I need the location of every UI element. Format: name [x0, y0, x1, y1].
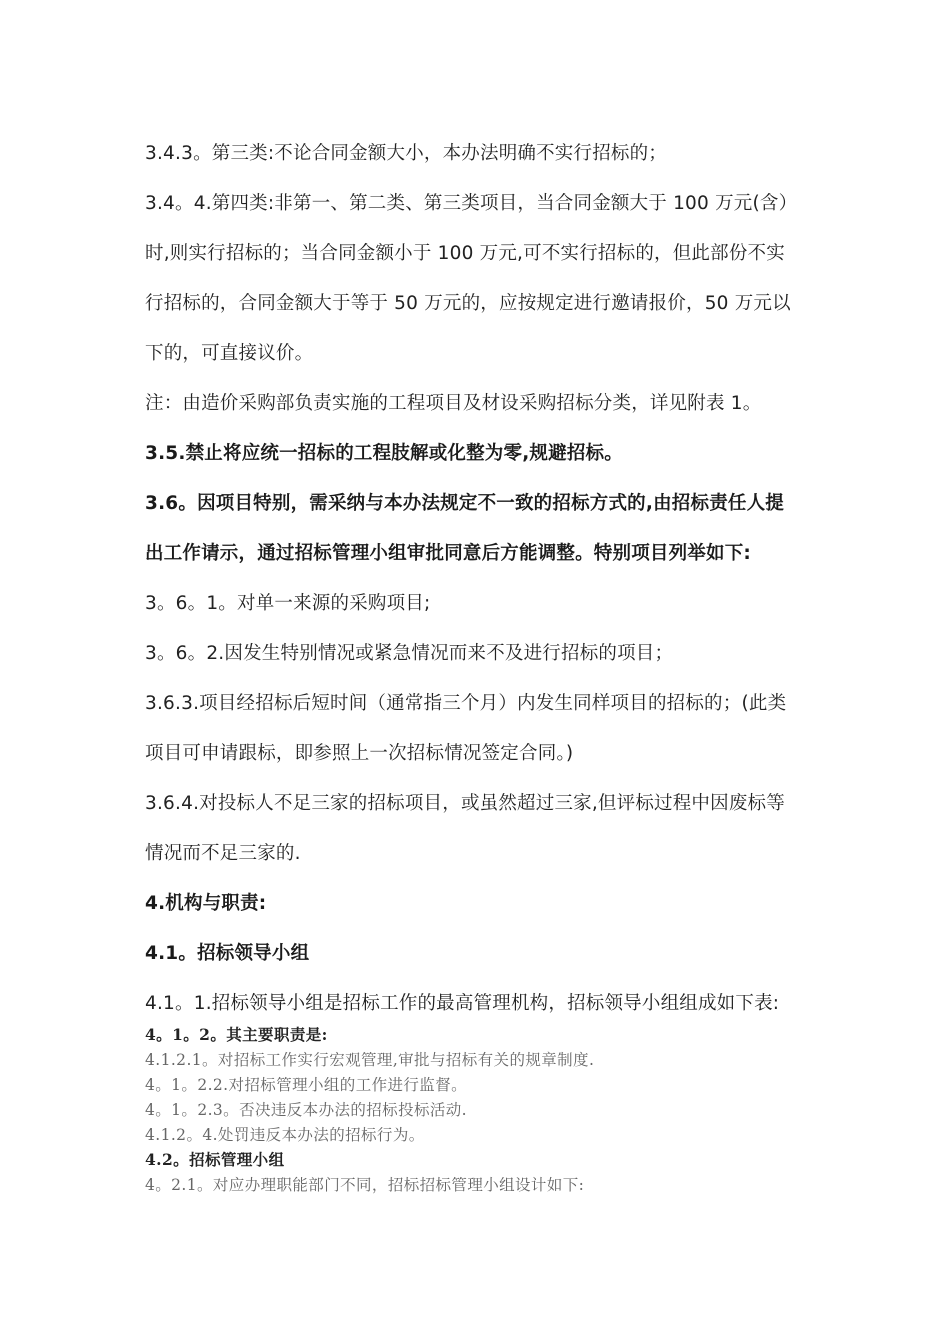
- clause-4-1-2-1: 4.1.2.1。对招标工作实行宏观管理,审批与招标有关的规章制度.: [145, 1051, 595, 1069]
- clause-4-1-1: 4.1。1.招标领导小组是招标工作的最高管理机构，招标领导小组组成如下表:: [145, 993, 780, 1014]
- clause-3-4-4-line-4: 下的，可直接议价。: [145, 343, 314, 364]
- clause-4-1-2-2: 4。1。2.2.对招标管理小组的工作进行监督。: [145, 1076, 468, 1094]
- clause-3-6-3-line-2: 项目可申请跟标，即参照上一次招标情况签定合同。): [145, 743, 574, 764]
- section-4-2-heading: 4.2。招标管理小组: [145, 1150, 285, 1169]
- clause-4-2-1: 4。2.1。对应办理职能部门不同，招标招标管理小组设计如下:: [145, 1176, 585, 1194]
- clause-3-5: 3.5.禁止将应统一招标的工程肢解或化整为零,规避招标。: [145, 443, 623, 464]
- clause-3-6-line-2: 出工作请示，通过招标管理小组审批同意后方能调整。特别项目列举如下:: [145, 543, 752, 564]
- clause-3-6-4-line-1: 3.6.4.对投标人不足三家的招标项目，或虽然超过三家,但评标过程中因废标等: [145, 793, 785, 814]
- clause-3-4-3: 3.4.3。第三类:不论合同金额大小，本办法明确不实行招标的；: [145, 143, 668, 164]
- clause-4-1-2-4: 4.1.2。4.处罚违反本办法的招标行为。: [145, 1126, 425, 1144]
- clause-3-6-2: 3。6。2.因发生特别情况或紧急情况而来不及进行招标的项目；: [145, 643, 674, 664]
- section-4-1-heading: 4.1。招标领导小组: [145, 943, 310, 964]
- clause-3-4-4-line-3: 行招标的，合同金额大于等于 50 万元的，应按规定进行邀请报价，50 万元以: [145, 293, 791, 314]
- clause-3-6-1: 3。6。1。对单一来源的采购项目;: [145, 593, 431, 614]
- clause-3-4-4-line-1: 3.4。4.第四类:非第一、第二类、第三类项目，当合同金额大于 100 万元(含）: [145, 193, 798, 214]
- clause-3-6-line-1: 3.6。因项目特别，需采纳与本办法规定不一致的招标方式的,由招标责任人提: [145, 493, 785, 514]
- clause-4-1-2-heading: 4。1。2。其主要职责是:: [145, 1025, 328, 1044]
- clause-4-1-2-3: 4。1。2.3。否决违反本办法的招标投标活动.: [145, 1101, 468, 1119]
- clause-3-4-4-line-2: 时,则实行招标的；当合同金额小于 100 万元,可不实行招标的，但此部份不实: [145, 243, 785, 264]
- clause-3-6-4-line-2: 情况而不足三家的.: [145, 843, 301, 864]
- note-text: 注：由造价采购部负责实施的工程项目及材设采购招标分类，详见附表 1。: [145, 393, 762, 414]
- section-4-heading: 4.机构与职责:: [145, 893, 267, 914]
- clause-3-6-3-line-1: 3.6.3.项目经招标后短时间（通常指三个月）内发生同样项目的招标的；(此类: [145, 693, 787, 714]
